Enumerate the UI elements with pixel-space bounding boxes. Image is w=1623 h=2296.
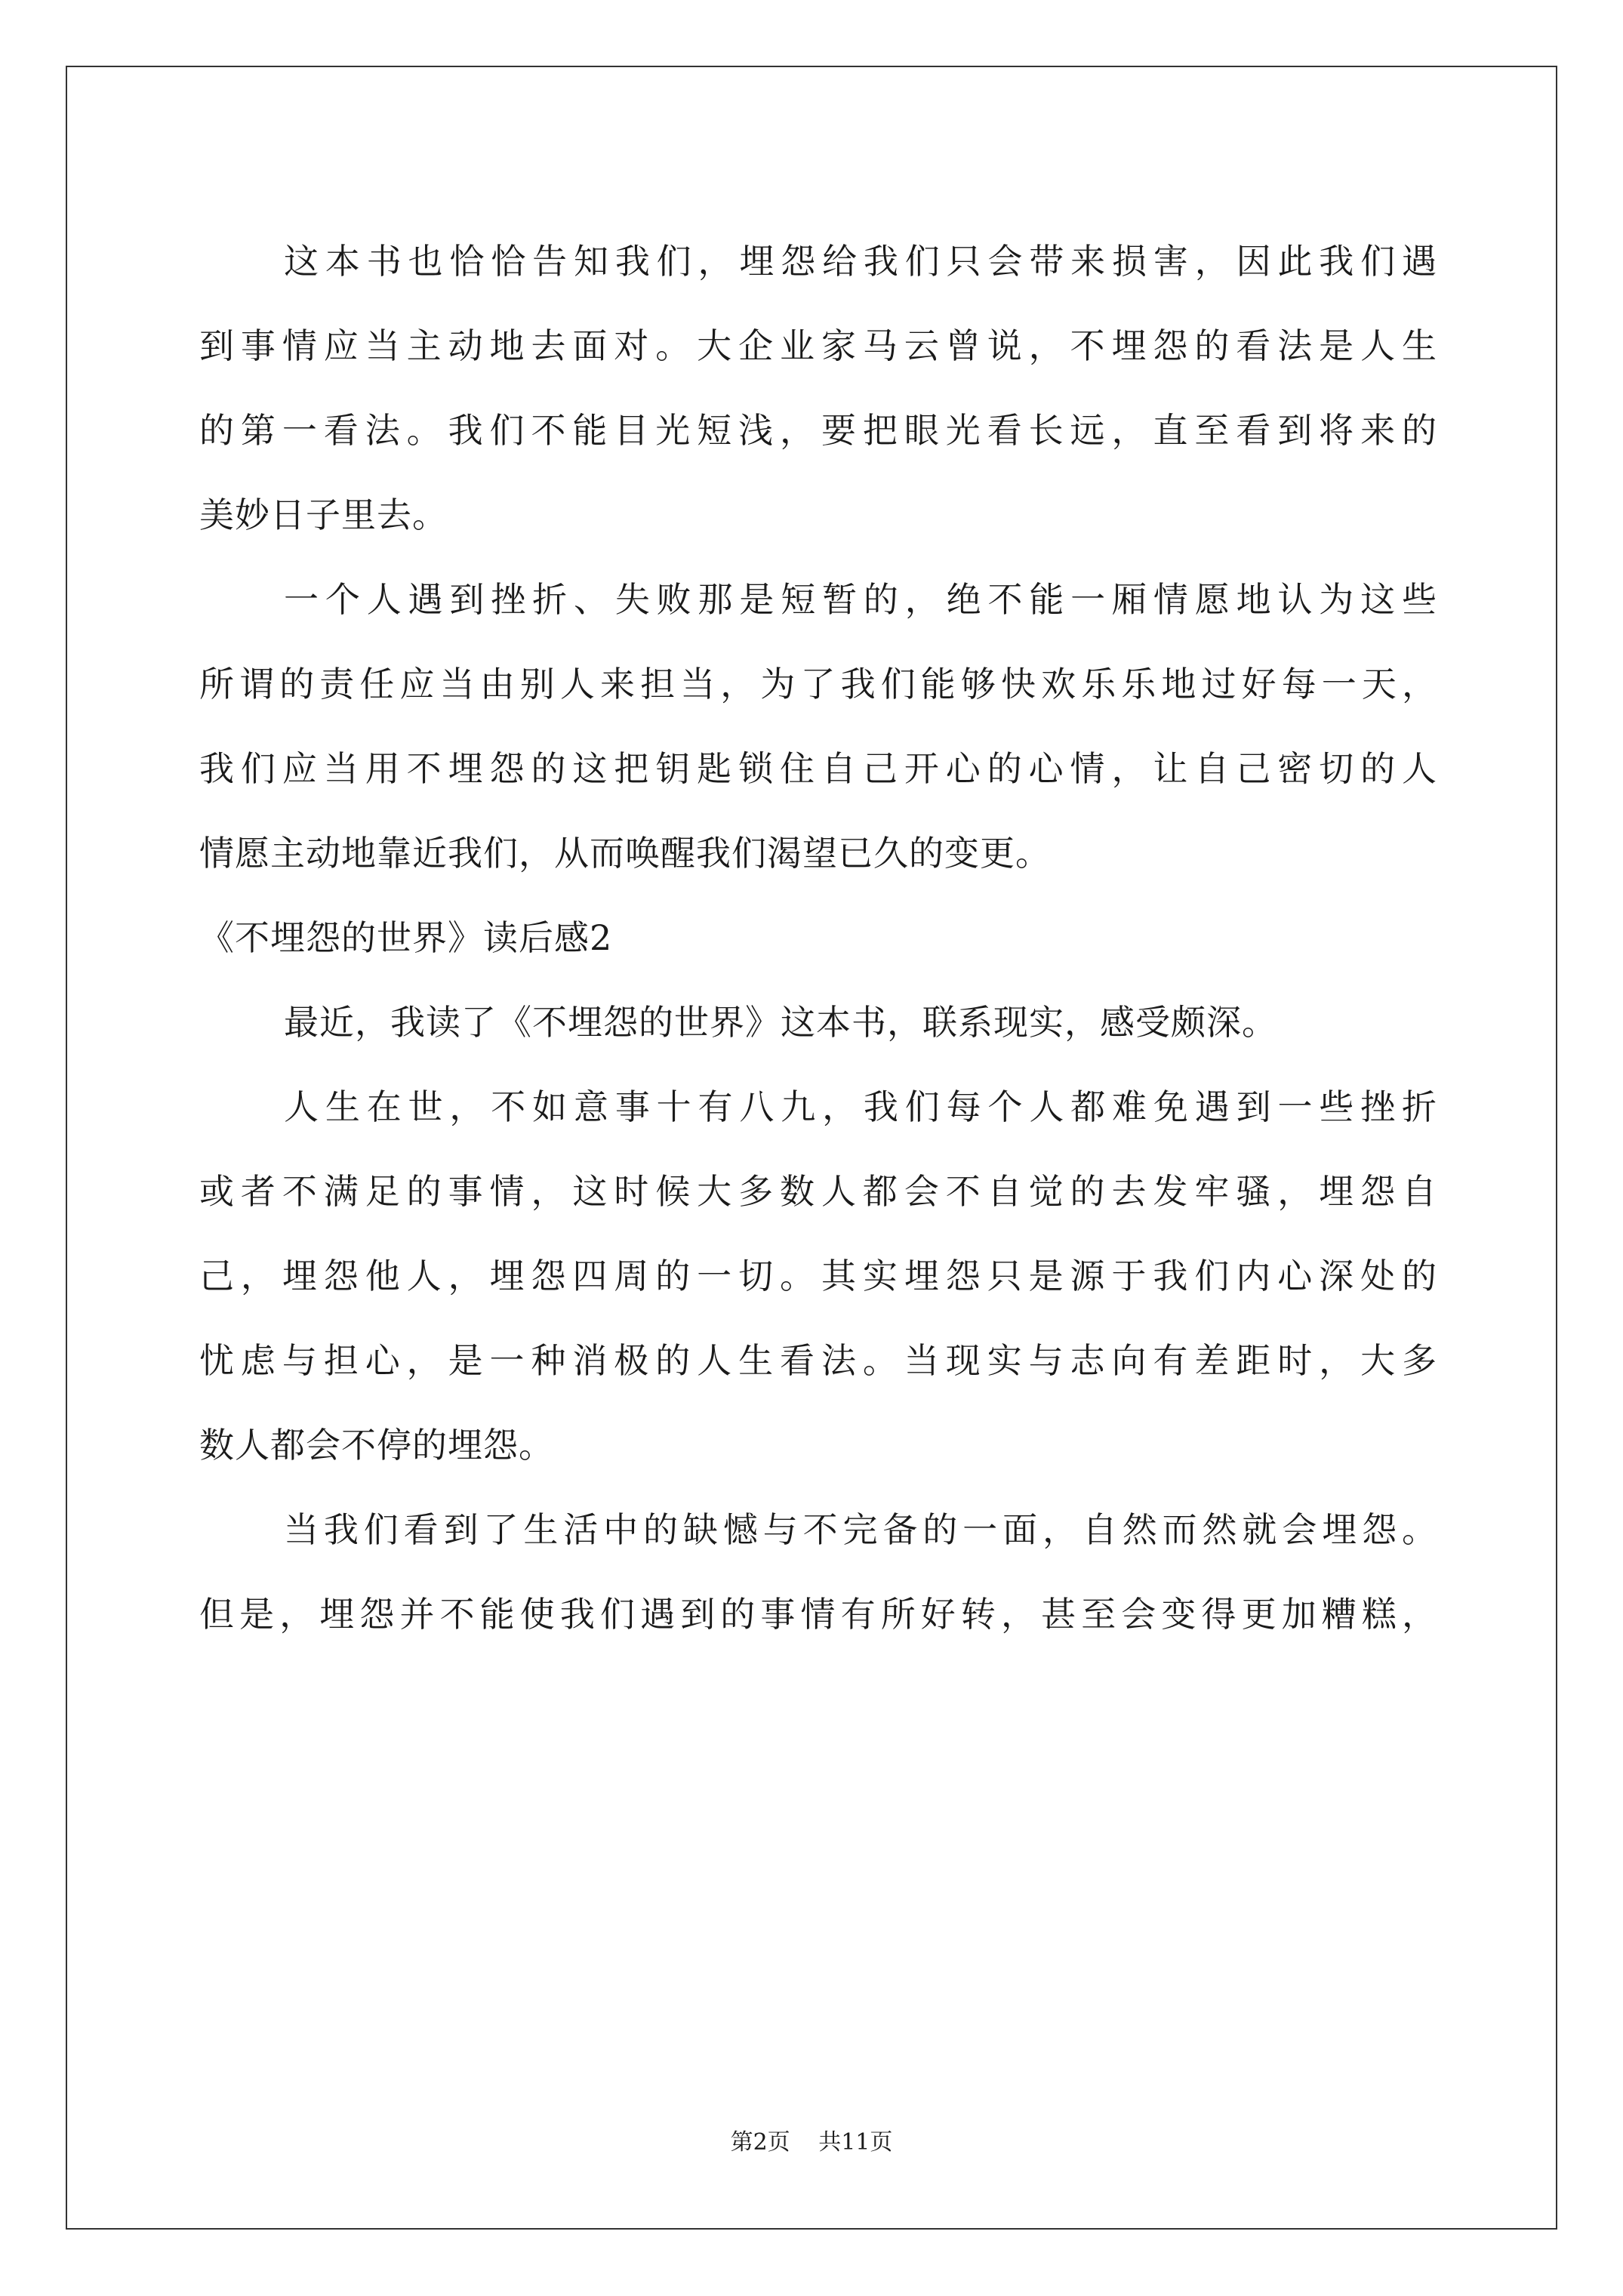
paragraph-line: 所谓的责任应当由别人来担当，为了我们能够快欢乐乐地过好每一天， xyxy=(199,664,1437,704)
page-footer xyxy=(0,2123,1623,2156)
paragraph-line: 美妙日子里去。 xyxy=(199,495,448,535)
paragraph-line: 忧虑与担心，是一种消极的人生看法。当现实与志向有差距时，大多 xyxy=(199,1340,1437,1381)
paragraph-line: 情愿主动地靠近我们，从而唤醒我们渴望已久的变更。 xyxy=(199,833,1051,874)
paragraph-line: 最近，我读了《不埋怨的世界》这本书，联系现实，感受颇深。 xyxy=(284,1002,1277,1043)
paragraph-line: 这本书也恰恰告知我们，埋怨给我们只会带来损害，因此我们遇 xyxy=(284,241,1437,282)
paragraph-line: 一个人遇到挫折、失败那是短暂的，绝不能一厢情愿地认为这些 xyxy=(284,579,1437,620)
paragraph-line: 己，埋怨他人，埋怨四周的一切。其实埋怨只是源于我们内心深处的 xyxy=(199,1256,1437,1296)
paragraph-line: 数人都会不停的埋怨。 xyxy=(199,1425,554,1465)
paragraph-line: 当我们看到了生活中的缺憾与不完备的一面，自然而然就会埋怨。 xyxy=(284,1509,1437,1550)
paragraph-line: 或者不满足的事情，这时候大多数人都会不自觉的去发牢骚，埋怨自 xyxy=(199,1171,1437,1212)
page-total: 共11页 xyxy=(818,2129,893,2156)
paragraph-line: 但是，埋怨并不能使我们遇到的事情有所好转，甚至会变得更加糟糕， xyxy=(199,1594,1437,1635)
paragraph-line: 人生在世，不如意事十有八九，我们每个人都难免遇到一些挫折 xyxy=(284,1086,1437,1127)
section-heading: 《不埋怨的世界》读后感2 xyxy=(199,917,613,958)
paragraph-line: 的第一看法。我们不能目光短浅，要把眼光看长远，直至看到将来的 xyxy=(199,410,1437,451)
paragraph-line: 我们应当用不埋怨的这把钥匙锁住自己开心的心情，让自己密切的人 xyxy=(199,748,1437,789)
document-body xyxy=(199,219,1437,1657)
paragraph-line: 到事情应当主动地去面对。大企业家马云曾说，不埋怨的看法是人生 xyxy=(199,325,1437,366)
page-number: 第2页 xyxy=(730,2129,790,2156)
